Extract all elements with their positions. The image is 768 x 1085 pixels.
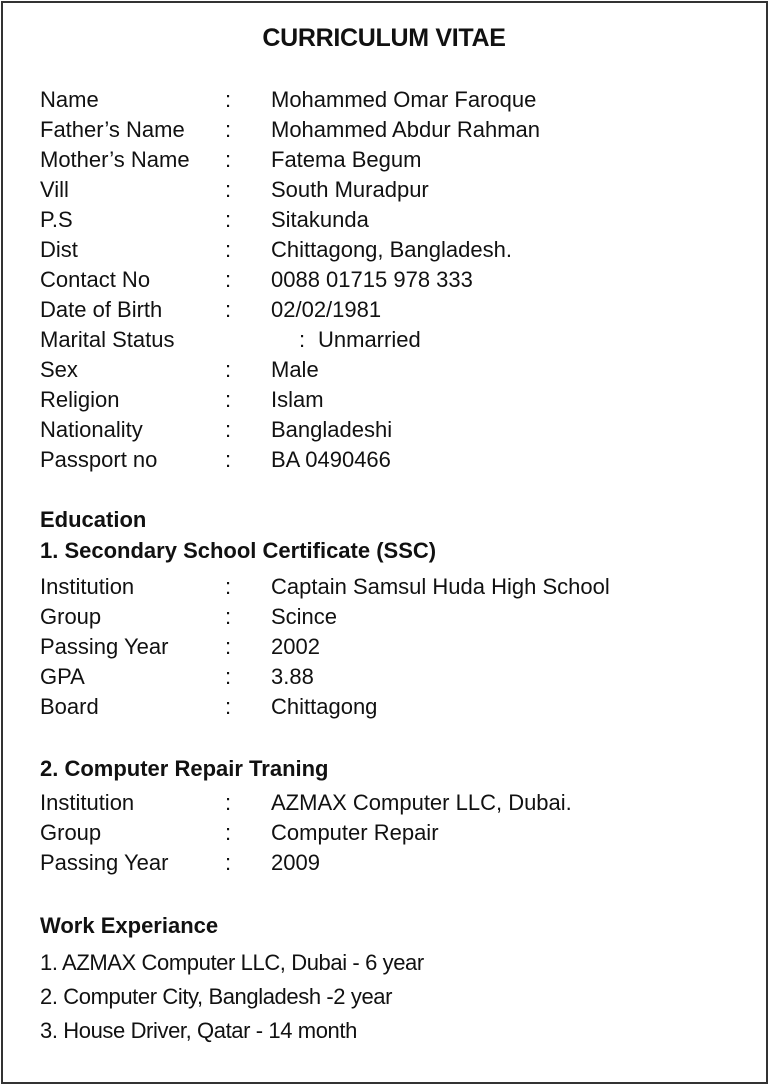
- field-label: Sex: [40, 357, 78, 382]
- field-label: Group: [40, 604, 102, 629]
- field-value: Chittagong: [271, 694, 378, 719]
- education-heading: Education: [40, 507, 147, 532]
- field-row: [0, 385, 768, 415]
- work-heading: Work Experiance: [40, 913, 219, 938]
- field-value: Unmarried: [318, 327, 421, 352]
- field-separator: :: [225, 417, 232, 442]
- field-separator: :: [225, 357, 232, 382]
- work-item: 2. Computer City, Bangladesh -2 year: [40, 984, 393, 1009]
- field-row: [0, 235, 768, 265]
- field-label: GPA: [40, 664, 85, 689]
- field-row: [0, 692, 768, 722]
- field-separator: :: [225, 207, 232, 232]
- field-row: [0, 355, 768, 385]
- field-separator: :: [225, 297, 232, 322]
- field-value: Chittagong, Bangladesh.: [271, 237, 512, 262]
- field-row: [0, 175, 768, 205]
- field-row: [0, 295, 768, 325]
- field-row: [0, 662, 768, 692]
- field-label: P.S: [40, 207, 73, 232]
- field-separator: :: [225, 790, 232, 815]
- field-value: Scince: [271, 604, 338, 629]
- field-row: [0, 788, 768, 818]
- field-label: Mother’s Name: [40, 147, 190, 172]
- field-separator: :: [225, 574, 232, 599]
- field-separator: :: [225, 177, 232, 202]
- document-title: CURRICULUM VITAE: [262, 24, 506, 52]
- field-value: BA 0490466: [271, 447, 391, 472]
- field-value: South Muradpur: [271, 177, 429, 202]
- field-separator: :: [225, 267, 232, 292]
- field-row: [0, 632, 768, 662]
- field-value: Captain Samsul Huda High School: [271, 574, 610, 599]
- field-separator: :: [225, 604, 232, 629]
- field-separator: :: [225, 850, 232, 875]
- field-row: [0, 415, 768, 445]
- field-label: Institution: [40, 790, 135, 815]
- field-row: [0, 848, 768, 878]
- field-row: [0, 572, 768, 602]
- field-value: 2002: [271, 634, 320, 659]
- field-separator: :: [225, 387, 232, 412]
- field-value: 02/02/1981: [271, 297, 382, 322]
- field-label: Religion: [40, 387, 120, 412]
- field-row: [0, 602, 768, 632]
- field-value: Sitakunda: [271, 207, 369, 232]
- field-value: Bangladeshi: [271, 417, 393, 442]
- field-separator: :: [225, 694, 232, 719]
- field-label: Contact No: [40, 267, 151, 292]
- work-item: 3. House Driver, Qatar - 14 month: [40, 1018, 357, 1043]
- field-label: Passport no: [40, 447, 158, 472]
- field-label: Date of Birth: [40, 297, 163, 322]
- field-separator: :: [225, 117, 232, 142]
- field-separator: :: [225, 820, 232, 845]
- field-separator: :: [225, 664, 232, 689]
- field-label: Passing Year: [40, 634, 169, 659]
- field-label: Passing Year: [40, 850, 169, 875]
- field-value: Male: [271, 357, 319, 382]
- field-value: 3.88: [271, 664, 314, 689]
- field-row: [0, 265, 768, 295]
- field-row: [0, 205, 768, 235]
- field-value: 2009: [271, 850, 320, 875]
- field-label: Dist: [40, 237, 78, 262]
- field-value: Islam: [271, 387, 324, 412]
- field-separator: :: [299, 327, 306, 352]
- field-label: Board: [40, 694, 99, 719]
- field-separator: :: [225, 634, 232, 659]
- field-row: [0, 325, 768, 355]
- field-label: Father’s Name: [40, 117, 185, 142]
- field-row: [0, 85, 768, 115]
- field-value: 0088 01715 978 333: [271, 267, 473, 292]
- field-value: Mohammed Abdur Rahman: [271, 117, 541, 142]
- field-label: Vill: [40, 177, 69, 202]
- field-separator: :: [225, 147, 232, 172]
- field-label: Group: [40, 820, 102, 845]
- field-row: [0, 115, 768, 145]
- field-value: Computer Repair: [271, 820, 439, 845]
- field-separator: :: [225, 237, 232, 262]
- work-item: 1. AZMAX Computer LLC, Dubai - 6 year: [40, 950, 424, 975]
- field-label: Name: [40, 87, 99, 112]
- field-value: AZMAX Computer LLC, Dubai.: [271, 790, 572, 815]
- field-row: [0, 818, 768, 848]
- field-row: [0, 445, 768, 475]
- field-separator: :: [225, 447, 232, 472]
- field-value: Mohammed Omar Faroque: [271, 87, 537, 112]
- training-heading: 2. Computer Repair Traning: [40, 756, 329, 781]
- field-label: Nationality: [40, 417, 143, 442]
- ssc-heading: 1. Secondary School Certificate (SSC): [40, 538, 437, 563]
- field-separator: :: [225, 87, 232, 112]
- field-label: Marital Status: [40, 327, 175, 352]
- field-label: Institution: [40, 574, 135, 599]
- field-row: [0, 145, 768, 175]
- field-value: Fatema Begum: [271, 147, 422, 172]
